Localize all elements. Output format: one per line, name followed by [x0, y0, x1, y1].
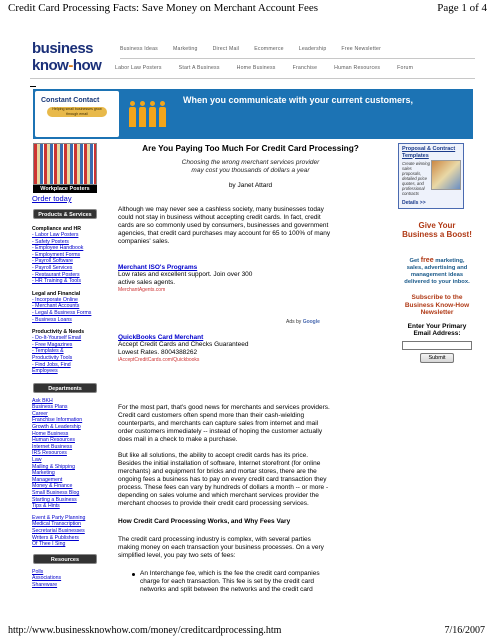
- details-link[interactable]: Details >>: [402, 200, 426, 206]
- paragraph-1: Although we may never see a cashless society, many businesses today could not stay in business without accepting credit cards. In fact, credit cards are so commonly used by consumers, businesses and government agencies, that credit card purchases may account for 65 to 100% of many companies' sales.: [118, 206, 331, 245]
- nav-start-a-business[interactable]: Start A Business: [178, 65, 220, 71]
- department-link[interactable]: Event & Party Planning: [32, 514, 86, 521]
- print-title: Credit Card Processing Facts: Save Money on Merchant Account Fees: [8, 2, 319, 14]
- department-link[interactable]: Law: [32, 457, 42, 464]
- department-link[interactable]: Franchise Information: [32, 417, 83, 424]
- proposal-image: [431, 160, 461, 190]
- compliance-hr-title: Compliance and HR: [32, 226, 82, 232]
- site-header: [30, 38, 475, 88]
- site-logo[interactable]: [32, 40, 110, 78]
- departments-list-2: [32, 515, 115, 548]
- sidebar-link[interactable]: - Payroll Services: [32, 264, 73, 271]
- person-icon: [149, 101, 156, 127]
- constant-contact-banner[interactable]: [33, 89, 473, 139]
- sidebar-link[interactable]: - Safety Posters: [32, 238, 69, 245]
- department-link[interactable]: Small Business Blog: [32, 490, 80, 496]
- ad-title-link[interactable]: QuickBooks Card Merchant: [118, 334, 204, 341]
- sidebar-link[interactable]: - Do-It-Yourself Email: [32, 335, 82, 342]
- ad-body: Low rates and excellent support. Join over 300 active sales agents.: [118, 271, 253, 286]
- resources-list: [32, 569, 115, 589]
- divider-mark: [30, 86, 36, 87]
- bullet-dot-icon: [132, 573, 135, 576]
- print-header: [8, 2, 487, 16]
- proposal-ad[interactable]: [398, 143, 464, 209]
- header-divider-bottom: [30, 78, 475, 79]
- department-link[interactable]: Secretarial Businesses: [32, 527, 85, 534]
- order-today-link[interactable]: Order today: [32, 194, 72, 203]
- sidebar-link[interactable]: - Business Loans: [32, 316, 72, 323]
- nav-labor-law-posters[interactable]: Labor Law Posters: [115, 65, 162, 71]
- print-url: http://www.businessknowhow.com/money/creditcardprocessing.htm: [8, 625, 282, 636]
- article: [118, 143, 383, 594]
- sidebar-link[interactable]: - Restaurant Posters: [32, 271, 80, 278]
- nav-free-newsletter[interactable]: Free Newsletter: [341, 46, 382, 52]
- nav-leadership[interactable]: Leadership: [298, 46, 327, 52]
- paragraph-3: But like all solutions, the ability to accept credit cards has its price. Besides the initial installation of software, Internet storefront (for online merchants) and equipment for bricks and mortar stores, there are the ongoing fees a business has to pay on every credit card transaction they process. These fees can vary by hundreds of dollars a month -- or more - depending on sales volume and which merchant services provider the merchant chooses to provide their credit card processing services.: [118, 452, 329, 507]
- department-link[interactable]: Internet Business: [32, 443, 73, 450]
- department-link[interactable]: Money & Finance: [32, 483, 73, 490]
- cc-logo-box: [35, 91, 119, 137]
- ad-url[interactable]: iAcceptCreditCards.com/Quickbooks: [118, 357, 200, 363]
- sidebar-link[interactable]: - Payroll Software: [32, 258, 73, 265]
- person-icon: [129, 101, 136, 127]
- article-title: Are You Paying Too Much For Credit Card Processing?: [142, 143, 359, 153]
- section-heading: How Credit Card Processing Works, and Why Fees Vary: [118, 518, 291, 525]
- departments-list: [32, 398, 115, 510]
- article-byline: by Janet Attard: [228, 182, 273, 189]
- print-footer: [8, 625, 485, 636]
- department-link[interactable]: Career: [32, 410, 48, 417]
- bullet-interchange: An Interchange fee, which is the fee the credit card companies charge for each transaction. This fee is set by the credit card networks and split between the networks and the credit card: [132, 570, 383, 594]
- sidebar-link[interactable]: - Incorporate Online: [32, 296, 78, 303]
- left-sidebar: [32, 143, 115, 589]
- nav-business-ideas[interactable]: Business Ideas: [120, 46, 158, 52]
- ad-quickbooks: [118, 334, 383, 363]
- person-icon: [139, 101, 146, 127]
- header-divider: [120, 58, 475, 59]
- sidebar-link[interactable]: - Templates &: [32, 348, 64, 355]
- resources-header: Resources: [33, 554, 97, 564]
- paragraph-2: For the most part, that's good news for merchants and services providers. Credit card customers often spend more than their cash-wielding counterparts, and merchants can capture sales from internet and mail order customers immediately -- instead of hoping the customer actually does mail in a check to make a purchase.: [118, 404, 330, 443]
- cc-tagline: Helping small businesses grow through email: [47, 107, 107, 117]
- nav-marketing[interactable]: Marketing: [172, 46, 198, 52]
- ad-url[interactable]: MerchantAgents.com: [118, 287, 166, 293]
- proposal-description: Create winning sales proposals, detailed price quotes, and professional contracts: [402, 161, 430, 196]
- department-link[interactable]: Ask BKH: [32, 397, 53, 404]
- ad-title-link[interactable]: Merchant ISO's Programs: [118, 264, 198, 271]
- department-link[interactable]: Marketing: [32, 470, 55, 477]
- paragraph-4: The credit card processing industry is complex, with several parties making money on each transaction your business processes. On a very simplified level, you pay two sets of fees:: [118, 536, 324, 559]
- email-input[interactable]: [402, 341, 472, 350]
- print-date: 7/16/2007: [444, 625, 485, 636]
- sidebar-link[interactable]: - Legal & Business Forms: [32, 309, 92, 316]
- email-prompt: Enter Your Primary Email Address:: [407, 322, 467, 337]
- banner-headline: When you communicate with your current customers,: [183, 95, 414, 105]
- nav-ecommerce[interactable]: Ecommerce: [254, 46, 284, 52]
- sidebar-link[interactable]: Productivity Tools: [32, 354, 73, 361]
- department-link[interactable]: Writers & Publishers: [32, 534, 79, 541]
- right-column: [398, 143, 476, 363]
- productivity-title: Productivity & Needs: [32, 329, 85, 336]
- department-link[interactable]: Starting a Business: [32, 496, 77, 503]
- cc-logo-text: Constant Contact: [41, 97, 100, 104]
- people-icon-group: [129, 101, 166, 127]
- department-link[interactable]: Management: [32, 476, 63, 483]
- sidebar-link[interactable]: - Employment Forms: [32, 251, 81, 258]
- products-services-header: Products & Services: [33, 209, 97, 219]
- department-link[interactable]: Home Business: [32, 430, 69, 437]
- person-icon: [159, 101, 166, 127]
- resource-link[interactable]: Shareware: [32, 581, 58, 588]
- top-nav: [120, 46, 396, 52]
- department-link[interactable]: Of Thee I Sing: [32, 541, 66, 548]
- department-link[interactable]: Growth & Leadership: [32, 424, 81, 431]
- logo-line2: know-how: [32, 57, 102, 74]
- proposal-title[interactable]: Proposal & Contract Templates: [402, 146, 456, 159]
- ads-by-google[interactable]: Ads by Google: [286, 319, 320, 325]
- departments-header: Departments: [33, 383, 97, 393]
- resource-link[interactable]: Polls: [32, 568, 44, 575]
- poster-label[interactable]: Workplace Posters: [33, 185, 97, 193]
- nav-forum[interactable]: Forum: [397, 65, 414, 71]
- department-link[interactable]: Business Plans: [32, 404, 68, 411]
- nav-direct-mail[interactable]: Direct Mail: [212, 46, 240, 52]
- legal-financial-title: Legal and Financial: [32, 290, 81, 297]
- sidebar-link[interactable]: - Labor Law Posters: [32, 232, 79, 238]
- sidebar-link[interactable]: - Find Jobs, Find: [32, 361, 71, 368]
- department-link[interactable]: Tips & Hints: [32, 503, 60, 510]
- department-link[interactable]: Medical Transcription: [32, 521, 82, 528]
- article-subtitle: Choosing the wrong merchant services provider may cost you thousands of dollars a year: [181, 159, 320, 174]
- department-link[interactable]: Human Resources: [32, 437, 75, 444]
- bottom-nav: [115, 65, 430, 71]
- sidebar-link[interactable]: - Employee Handbook: [32, 245, 84, 252]
- sidebar-link[interactable]: - Merchant Accounts: [32, 303, 80, 310]
- submit-button[interactable]: Submit: [420, 353, 454, 363]
- nav-home-business[interactable]: Home Business: [236, 65, 276, 71]
- newsletter-pitch: Get free marketing, sales, advertising and management ideas delivered to your inbox.: [404, 257, 470, 285]
- logo-line1: business: [32, 40, 94, 57]
- ad-merchant-iso: [118, 264, 383, 293]
- nav-human-resources[interactable]: Human Resources: [334, 65, 381, 71]
- resource-link[interactable]: Associations: [32, 575, 62, 582]
- department-link[interactable]: IRS Resources: [32, 450, 67, 457]
- subscribe-heading: Subscribe to the Business Know-How Newsletter: [404, 294, 470, 316]
- nav-franchise[interactable]: Franchise: [292, 65, 318, 71]
- sidebar-link[interactable]: - HR Training & Tools: [32, 278, 81, 285]
- poster-image[interactable]: [33, 143, 97, 185]
- department-link[interactable]: Mailing & Shipping: [32, 463, 75, 470]
- boost-heading: Give Your Business a Boost!: [402, 221, 472, 239]
- sidebar-link[interactable]: - Free Magazines: [32, 341, 73, 348]
- ad-body: Accept Credit Cards and Checks Guaranteed Lowest Rates. 8004388262: [118, 341, 249, 356]
- print-page-number: Page 1 of 4: [437, 2, 487, 14]
- sidebar-link[interactable]: Employees: [32, 368, 58, 375]
